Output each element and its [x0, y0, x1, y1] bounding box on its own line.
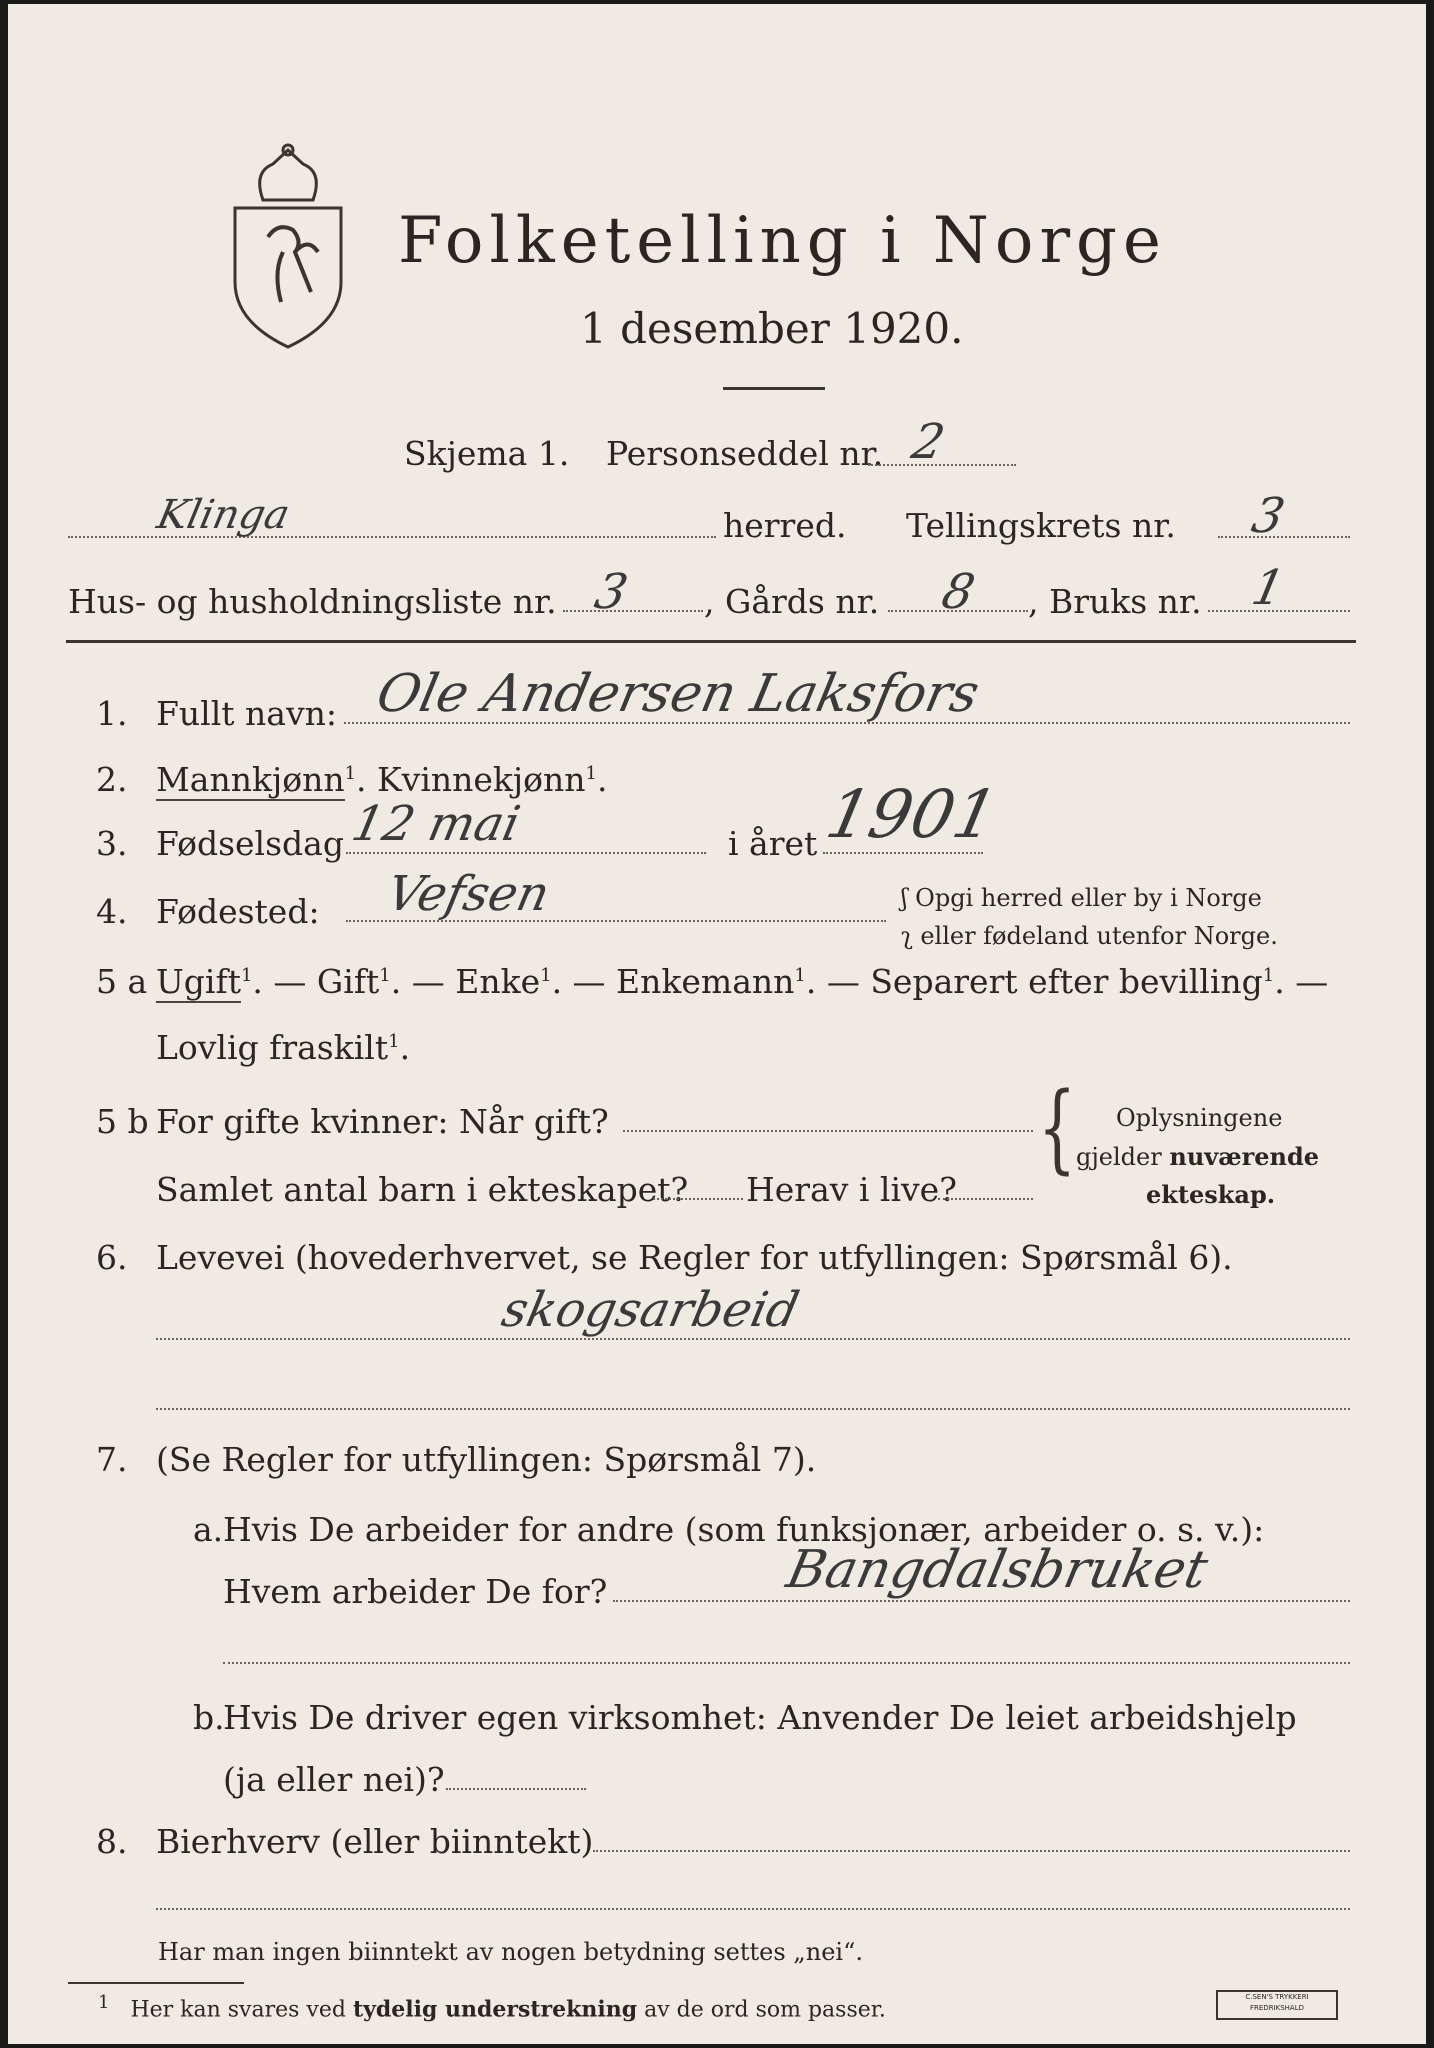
year-label: i året	[728, 824, 818, 863]
birthplace-value[interactable]: Vefsen	[382, 866, 555, 922]
footnote-rule	[68, 1982, 244, 1984]
personseddel-value[interactable]: 2	[907, 414, 950, 470]
footnote: $^1$ Her kan svares ved tydelig understrekning av de ord som passer.	[98, 1992, 886, 2023]
q6-number: 6.	[96, 1238, 128, 1277]
q4-number: 4.	[96, 892, 128, 931]
q5a-options: Ugift$^1$. — Gift$^1$. — Enke$^1$. — Enkemann$^1$. — Separert efter bevilling$^1$. —	[156, 962, 1329, 1001]
full-name-value[interactable]: Ole Andersen Laksfors	[371, 664, 985, 724]
q7a-letter: a.	[193, 1510, 224, 1549]
option-female[interactable]: Kvinnekjønn	[377, 760, 586, 799]
hus-label: Hus- og husholdningsliste nr.	[68, 582, 557, 621]
q5b-note-2: gjelder nuværende	[1076, 1142, 1320, 1171]
footer-note: Har man ingen biinntekt av nogen betydning settes „nei“.	[158, 1938, 863, 1966]
q6-label: Levevei (hovederhvervet, se Regler for utfyllingen: Spørsmål 6).	[156, 1238, 1233, 1277]
hus-line	[563, 610, 703, 612]
married-when-line	[623, 1130, 1033, 1132]
occupation-value[interactable]: skogsarbeid	[497, 1282, 804, 1338]
employer-value[interactable]: Bangdalsbruket	[781, 1540, 1213, 1600]
q1-label: Fullt navn:	[156, 694, 337, 733]
bruks-value[interactable]: 1	[1247, 560, 1290, 616]
q5b-label-2: Samlet antal barn i ekteskapet?	[156, 1170, 689, 1209]
option-separert[interactable]: Separert efter bevilling	[870, 962, 1263, 1001]
year-value[interactable]: 1901	[819, 776, 1005, 853]
q7-number: 7.	[96, 1440, 128, 1479]
q7b-label-1: Hvis De driver egen virksomhet: Anvender De leiet arbeidshjelp	[223, 1698, 1297, 1737]
option-enke[interactable]: Enke	[455, 962, 541, 1001]
side-income-line-2	[156, 1908, 1350, 1910]
q2-number: 2.	[96, 760, 128, 799]
hus-value[interactable]: 3	[590, 564, 633, 620]
q7-label: (Se Regler for utfyllingen: Spørsmål 7).	[156, 1440, 817, 1479]
gards-label: , Gårds nr.	[704, 582, 880, 621]
tellingskrets-line	[1218, 536, 1350, 538]
q4-label: Fødested:	[156, 892, 320, 931]
birthday-value[interactable]: 12 mai	[347, 796, 525, 852]
q7b-label-2: (ja eller nei)?	[223, 1760, 445, 1799]
q3-number: 3.	[96, 824, 128, 863]
q1-number: 1.	[96, 694, 128, 733]
q5b-label-3: Herav i live?	[746, 1170, 957, 1209]
option-gift[interactable]: Gift	[316, 962, 380, 1001]
herred-label: herred.	[723, 506, 847, 545]
form-date: 1 desember 1920.	[580, 304, 964, 353]
option-ugift[interactable]: Ugift	[156, 962, 241, 1001]
skjema-label: Skjema 1.	[404, 434, 570, 473]
personseddel-line	[868, 464, 1016, 466]
birthday-line	[346, 852, 706, 854]
q5b-note-3: ekteskap.	[1146, 1180, 1276, 1209]
printer-stamp: C.SEN'S TRYKKERI FREDRIKSHALD	[1216, 1990, 1338, 2020]
bruks-label: , Bruks nr.	[1028, 582, 1202, 621]
option-fraskilt[interactable]: Lovlig fraskilt$^1$.	[156, 1028, 411, 1067]
q5b-brace: {	[1038, 1073, 1077, 1185]
birthplace-note-1: ʃ Opgi herred eller by i Norge	[901, 884, 1262, 912]
employer-line-2	[223, 1662, 1350, 1664]
occupation-line-1	[156, 1338, 1350, 1340]
census-form	[8, 4, 1426, 2044]
q5b-note-1: Oplysningene	[1116, 1104, 1283, 1132]
hired-help-line	[446, 1788, 586, 1790]
q7a-label-2: Hvem arbeider De for?	[223, 1572, 608, 1611]
q5a-number: 5 a	[96, 962, 148, 1001]
occupation-line-2	[156, 1408, 1350, 1410]
side-income-line-1	[593, 1850, 1350, 1852]
herred-value[interactable]: Klinga	[153, 492, 294, 538]
tellingskrets-label: Tellingskrets nr.	[906, 506, 1176, 545]
employer-line	[613, 1600, 1350, 1602]
q5b-label-1: For gifte kvinner: Når gift?	[156, 1102, 609, 1141]
birthplace-note-2: ʅ eller fødeland utenfor Norge.	[901, 922, 1278, 950]
q8-number: 8.	[96, 1822, 128, 1861]
q7b-letter: b.	[193, 1698, 225, 1737]
q2-options: Mannkjønn$^1$. Kvinnekjønn$^1$.	[156, 760, 608, 799]
personseddel-label: Personseddel nr.	[606, 434, 884, 473]
option-male[interactable]: Mannkjønn	[156, 760, 345, 799]
q3-label: Fødselsdag	[156, 824, 344, 863]
coat-of-arms-icon	[223, 142, 353, 352]
option-enkemann[interactable]: Enkemann	[616, 962, 795, 1001]
title-divider	[723, 387, 825, 390]
q5b-number: 5 b	[96, 1102, 149, 1141]
children-line	[653, 1198, 743, 1200]
q7a-label-1: Hvis De arbeider for andre (som funksjonær, arbeider o. s. v.):	[223, 1510, 1265, 1549]
gards-value[interactable]: 8	[937, 564, 980, 620]
form-title: Folketelling i Norge	[398, 204, 1167, 278]
q8-label: Bierhverv (eller biinntekt)	[156, 1822, 594, 1861]
alive-line	[938, 1198, 1033, 1200]
header-rule	[66, 640, 1356, 643]
bruks-line	[1208, 610, 1350, 612]
tellingskrets-value[interactable]: 3	[1247, 488, 1290, 544]
